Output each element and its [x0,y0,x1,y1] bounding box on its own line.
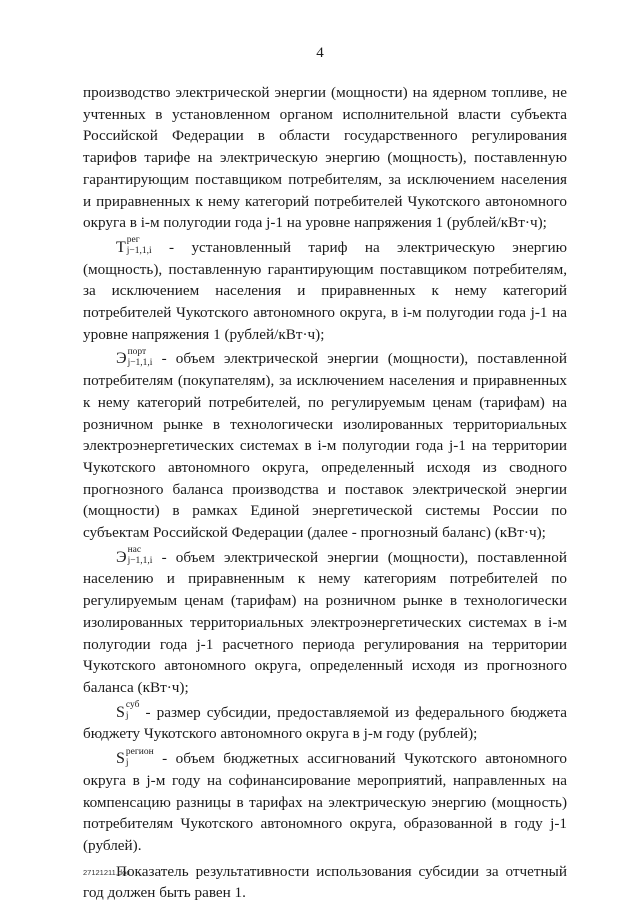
symbol-subscript: j−1,1,i [127,556,153,567]
symbol-superscript: рег [126,235,140,246]
document-body [83,82,567,904]
paragraph-indicator: Показатель результативности использования субсидии за отчетный год должен быть равен 1. [83,862,567,902]
page-number: 4 [316,45,324,61]
formula-symbol-subsidy [116,702,139,724]
symbol-subscript: j [125,711,129,722]
definition-text: - размер субсидии, предоставляемой из федерального бюджета бюджету Чукотского автономного округа в j-м году (рублей); [83,703,567,743]
symbol-subscript: j [125,757,129,768]
symbol-base: Э [116,350,127,368]
formula-symbol-regional-budget [116,748,154,770]
definition-text: - объем электрической энергии (мощности), поставленной населению и приравненным к нему категориям потребителей по регулируемым ценам (тарифам) на розничном рынке в технологически изолированных территориальных электроэнергетических системах в i-м полугодии года j-1 расчетного периода регулирования на территории Чукотского автономного округа, определенный исходя из прогнозного баланса (кВт·ч); [83,548,567,696]
symbol-subscript: j−1,1,i [126,246,152,257]
definition-regional-budget [83,748,567,857]
symbol-subscript: j−1,1,i [127,357,153,368]
symbol-superscript: суб [125,700,140,711]
definition-volume-population [83,547,567,699]
symbol-base: Э [116,548,127,566]
definition-volume-port [83,348,567,543]
definition-subsidy [83,702,567,745]
definition-text: - установленный тариф на электрическую энергию (мощность), поставленную гарантирующим поставщиком потребителям, за исключением населения и приравненных к нему категорий потребителей Чукотского автономного округа, в i-м полугодии года j-1 на уровне напряжения 1 (рублей/кВт·ч); [83,238,567,343]
footer-filename: 27121211.doc [83,868,130,877]
formula-symbol-volume-port [116,348,152,370]
symbol-base: T [116,238,126,256]
definition-tariff [83,237,567,346]
definition-text: - объем электрической энергии (мощности), поставленной потребителям (покупателям), за исключением населения и приравненных к нему категорий потребителей, по регулируемым ценам (тарифам) на розничном рынке в технологически изолированных территориальных электроэнергетических системах в i-м полугодии года j-1 на территории Чукотского автономного округа, определенный исходя из сводного прогнозного баланса производства и поставок электрической энергии (мощности) в рамках Единой энергетической системы России по субъектам Российской Федерации (далее - прогнозный баланс) (кВт·ч); [83,350,567,542]
symbol-superscript: нас [127,545,142,556]
paragraph-continuation: производство электрической энергии (мощности) на ядерном топливе, не учтенных в установленном органом исполнительной власти субъекта Российской Федерации в области государственного регулирования тарифов тарифе на электрическую энергию (мощность), поставленную гарантирующим поставщиком потребителям, за исключением населения и приравненных к нему категорий потребителей Чукотского автономного округа в i-м полугодии года j-1 на уровне напряжения 1 (рублей/кВт·ч); [83,84,567,232]
definition-text: - объем бюджетных ассигнований Чукотского автономного округа в j-м году на софинансирование мероприятий, направленных на компенсацию разницы в тарифах на электрическую энергию (мощность) потребителям Чукотского автономного округа, образованной в году j-1 (рублей). [83,750,567,854]
formula-symbol-tariff [116,237,152,259]
symbol-base: S [116,750,125,768]
symbol-base: S [116,703,125,721]
symbol-superscript: порт [127,346,147,357]
formula-symbol-volume-population [116,547,152,569]
symbol-superscript: регион [125,746,154,757]
